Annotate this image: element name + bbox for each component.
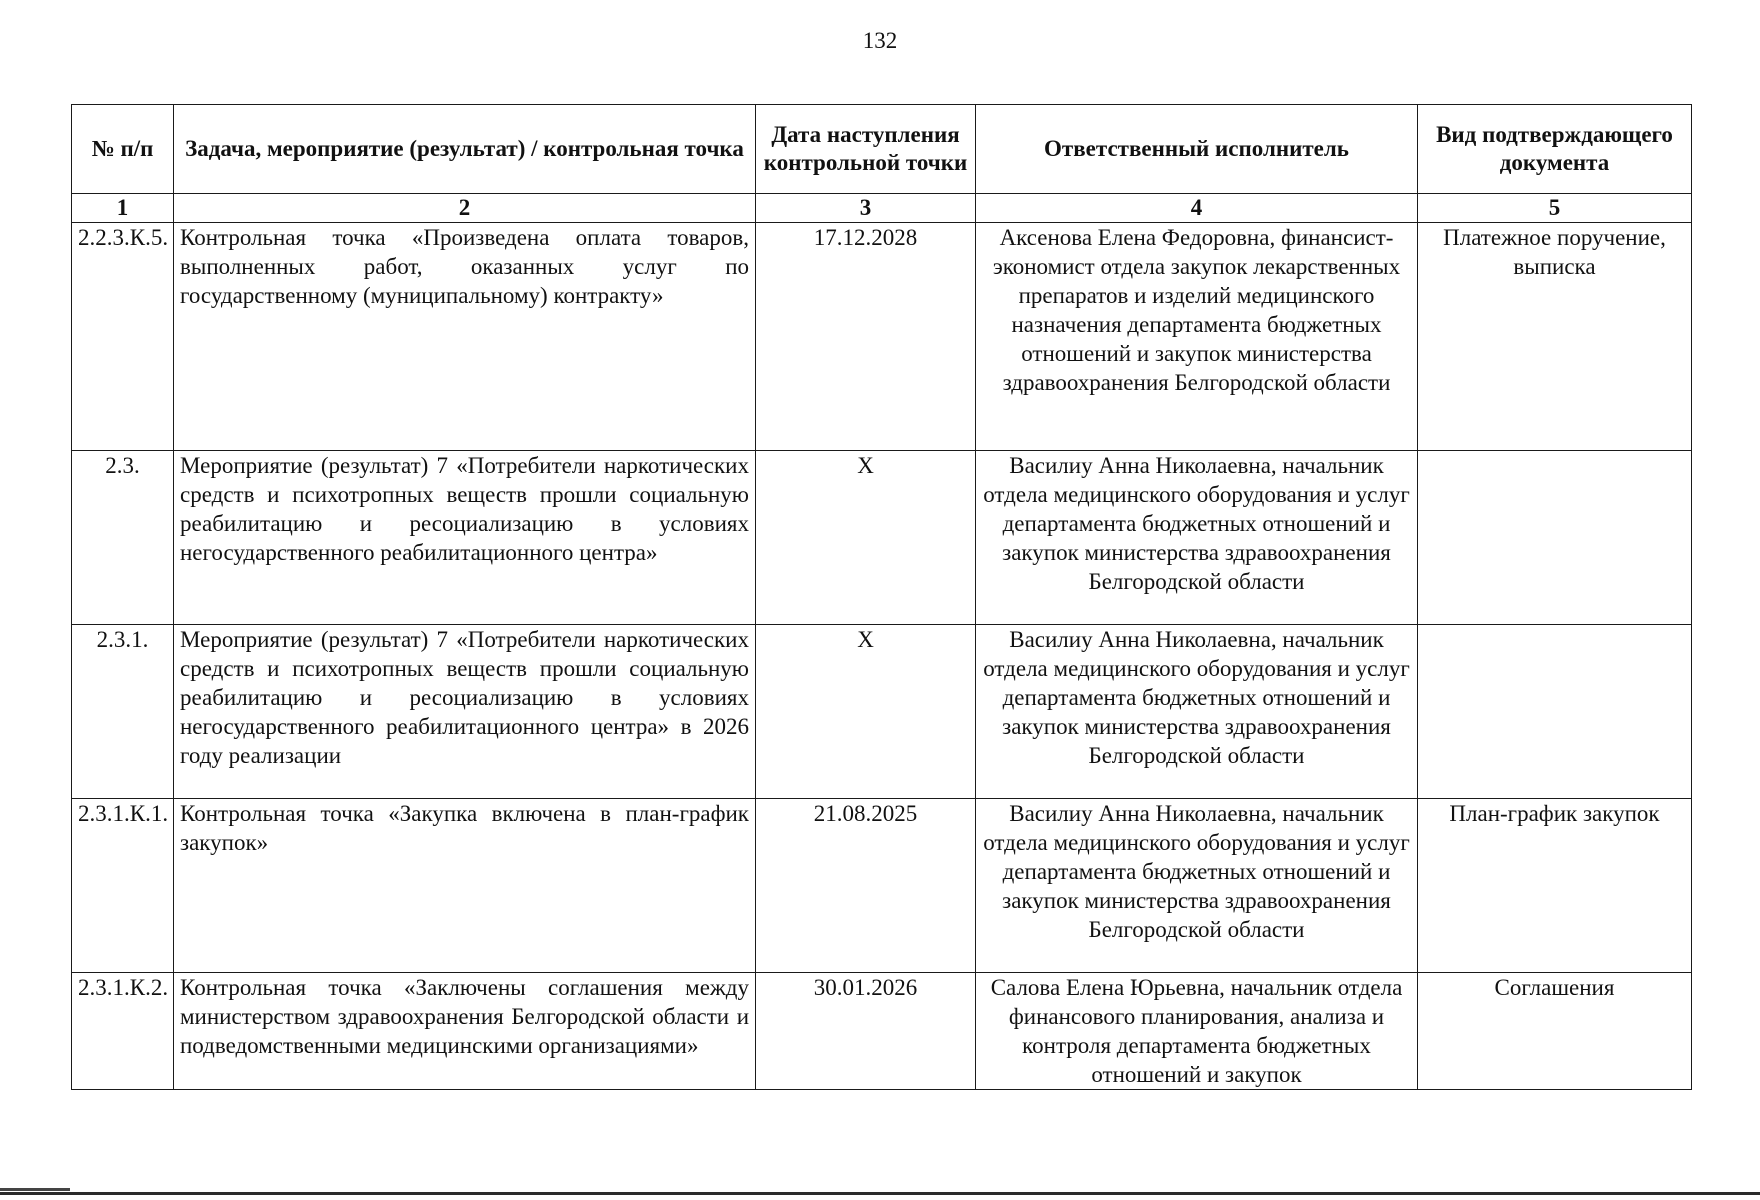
header-responsible: Ответственный исполнитель: [976, 105, 1418, 194]
header-task: Задача, мероприятие (результат) / контрольная точка: [174, 105, 756, 194]
row-responsible: Василиу Анна Николаевна, начальник отдела медицинского оборудования и услуг департамента бюджетных отношений и закупок министерства здравоохранения Белгородской области: [976, 625, 1418, 799]
scan-bottom-edge: [0, 1192, 1760, 1195]
row-task: Мероприятие (результат) 7 «Потребители наркотических средств и психотропных веществ прошли социальную реабилитацию и ресоциализацию в условиях негосударственного реабилитационного центра»: [174, 451, 756, 625]
column-number: 4: [976, 194, 1418, 223]
column-number: 5: [1418, 194, 1692, 223]
table-row: [72, 973, 1692, 1090]
column-number-row: [72, 194, 1692, 223]
header-num: № п/п: [72, 105, 174, 194]
control-points-table: [71, 104, 1692, 1090]
row-number: 2.3.1.: [72, 625, 174, 799]
row-date: 30.01.2026: [756, 973, 976, 1090]
row-date: X: [756, 451, 976, 625]
scan-edge-mark: [0, 1188, 70, 1191]
row-number: 2.3.: [72, 451, 174, 625]
column-number: 1: [72, 194, 174, 223]
row-responsible: Салова Елена Юрьевна, начальник отдела финансового планирования, анализа и контроля департамента бюджетных отношений и закупок: [976, 973, 1418, 1090]
table-row: [72, 451, 1692, 625]
table-row: [72, 799, 1692, 973]
header-document: Вид подтверждающего документа: [1418, 105, 1692, 194]
row-document: [1418, 625, 1692, 799]
row-responsible: Аксенова Елена Федоровна, финансист-экономист отдела закупок лекарственных препаратов и изделий медицинского назначения департамента бюджетных отношений и закупок министерства здравоохранения Белгородской области: [976, 223, 1418, 451]
page-number: 132: [862, 28, 898, 53]
table-row: [72, 223, 1692, 451]
table-row: [72, 625, 1692, 799]
row-document: План-график закупок: [1418, 799, 1692, 973]
row-responsible: Василиу Анна Николаевна, начальник отдела медицинского оборудования и услуг департамента бюджетных отношений и закупок министерства здравоохранения Белгородской области: [976, 451, 1418, 625]
column-number: 2: [174, 194, 756, 223]
row-document: Соглашения: [1418, 973, 1692, 1090]
row-document: [1418, 451, 1692, 625]
column-number: 3: [756, 194, 976, 223]
row-number: 2.2.3.К.5.: [72, 223, 174, 451]
row-responsible: Василиу Анна Николаевна, начальник отдела медицинского оборудования и услуг департамента бюджетных отношений и закупок министерства здравоохранения Белгородской области: [976, 799, 1418, 973]
row-task: Контрольная точка «Произведена оплата товаров, выполненных работ, оказанных услуг по государственному (муниципальному) контракту»: [174, 223, 756, 451]
row-date: 21.08.2025: [756, 799, 976, 973]
row-document: Платежное поручение, выписка: [1418, 223, 1692, 451]
header-row: [72, 105, 1692, 194]
row-task: Контрольная точка «Закупка включена в план-график закупок»: [174, 799, 756, 973]
row-number: 2.3.1.К.2.: [72, 973, 174, 1090]
row-task: Мероприятие (результат) 7 «Потребители наркотических средств и психотропных веществ прошли социальную реабилитацию и ресоциализацию в условиях негосударственного реабилитационного центра» в 2026 году реализации: [174, 625, 756, 799]
row-number: 2.3.1.К.1.: [72, 799, 174, 973]
row-date: X: [756, 625, 976, 799]
row-date: 17.12.2028: [756, 223, 976, 451]
row-task: Контрольная точка «Заключены соглашения между министерством здравоохранения Белгородской области и подведомственными медицинскими организациями»: [174, 973, 756, 1090]
header-date: Дата наступления контрольной точки: [756, 105, 976, 194]
